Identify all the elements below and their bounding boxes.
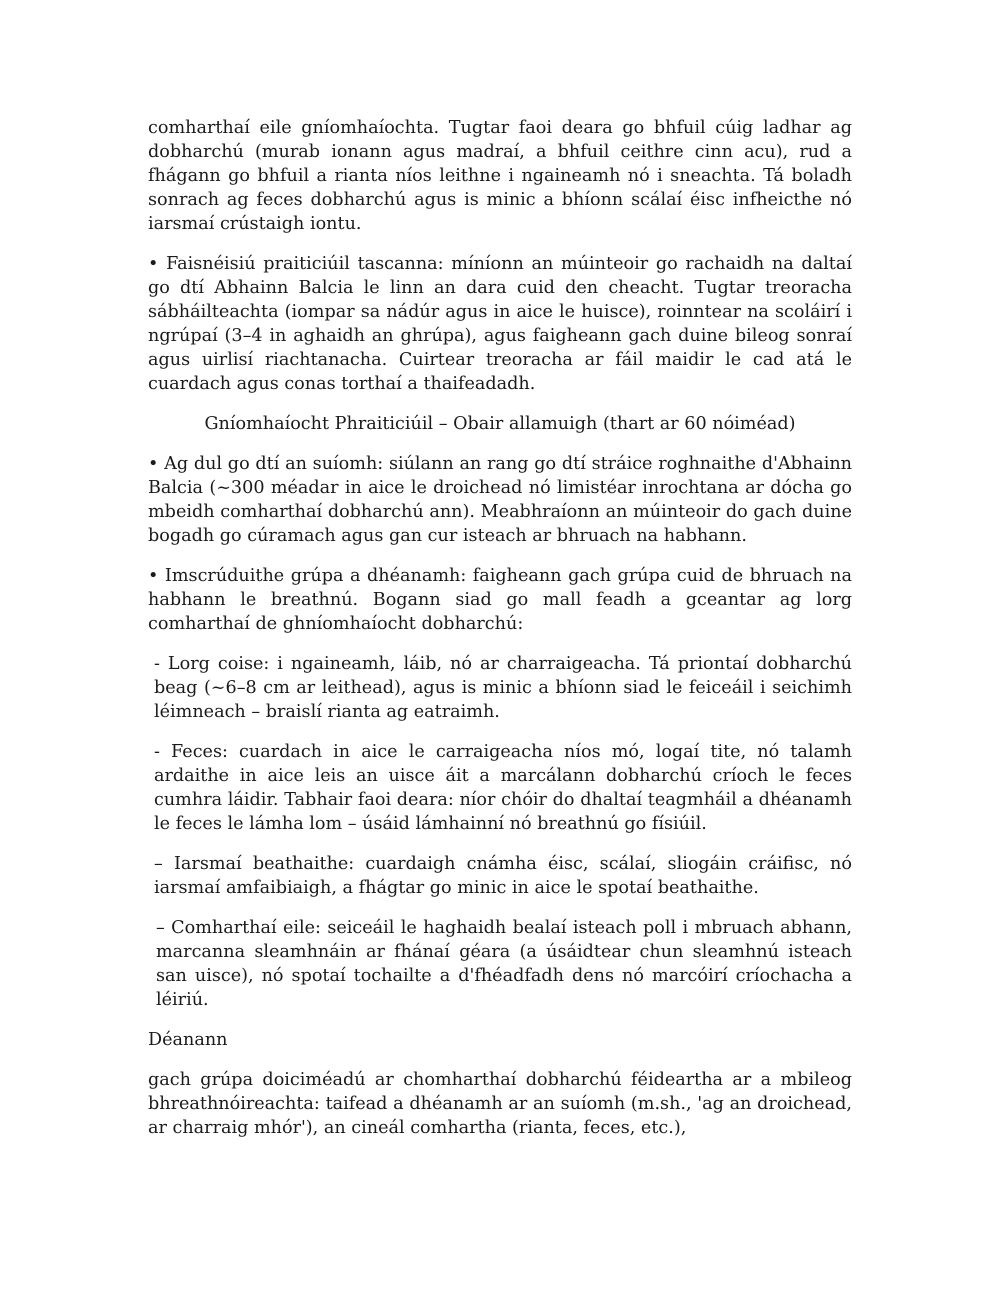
paragraph-activity-signs: comharthaí eile gníomhaíochta. Tugtar faoi deara go bhfuil cúig ladhar ag dobharchú (murab ionann agus madraí, a bhfuil ceithre cinn acu), rud a fhágann go bhfuil a rianta níos leithne i ngaineamh nó i sneachta. Tá boladh sonrach ag feces dobharchú agus is minic a bhíonn scálaí éisc infheicthe nó iarsmaí crústaigh iontu.: [148, 118, 852, 234]
paragraph-group-investigations: • Imscrúduithe grúpa a dhéanamh: faigheann gach grúpa cuid de bhruach na habhann le breathnú. Bogann siad go mall feadh a gceantar ag lorg comharthaí de ghníomhaíocht dobharchú:: [148, 566, 852, 634]
paragraph-deanann: Déanann: [148, 1030, 228, 1050]
document-page: [148, 116, 852, 1156]
list-item-feeding-remains: – Iarsmaí beathaithe: cuardaigh cnámha éisc, scálaí, sliogáin cráifisc, nó iarsmaí amfaibiaigh, a fhágtar go minic in aice le spotaí beathaithe.: [154, 854, 852, 898]
paragraph-task-briefing: • Faisnéisiú praiticiúil tascanna: míníonn an múinteoir go rachaidh na daltaí go dtí Abhainn Balcia le linn an dara cuid den cheacht. Tugtar treoracha sábháilteachta (iompar sa nádúr agus in aice le huisce), roinntear na scoláirí i ngrúpaí (3–4 in aghaidh an ghrúpa), agus faigheann gach duine bileog sonraí agus uirlisí riachtanacha. Cuirtear treoracha ar fáil maidir le cad atá le cuardach agus conas torthaí a thaifeadadh.: [148, 254, 852, 394]
list-item-other-signs: – Comharthaí eile: seiceáil le haghaidh bealaí isteach poll i mbruach abhann, marcanna sleamhnáin ar fhánaí géara (a úsáidtear chun sleamhnú isteach san uisce), nó spotaí tochailte a d'fhéadfadh dens nó marcóirí críochacha a léiriú.: [156, 918, 852, 1010]
list-item-footprints: - Lorg coise: i ngaineamh, láib, nó ar charraigeacha. Tá priontaí dobharchú beag (~6–8 cm ar leithead), agus is minic a bhíonn siad le feiceáil i seichimh léimneach – braislí rianta ag eatraimh.: [154, 654, 852, 722]
paragraph-documentation: gach grúpa doiciméadú ar chomharthaí dobharchú féideartha ar a mbileog bhreathnóireachta: taifead a dhéanamh ar an suíomh (m.sh., 'ag an droichead, ar charraig mhór'), an cineál comhartha (rianta, feces, etc.),: [148, 1070, 852, 1138]
list-item-feces: - Feces: cuardach in aice le carraigeacha níos mó, logaí tite, nó talamh ardaithe in aice leis an uisce áit a marcálann dobharchú críoch le feces cumhra láidir. Tabhair faoi deara: níor chóir do dhaltaí teagmháil a dhéanamh le feces le lámha lom – úsáid lámhainní nó breathnú go físiúil.: [154, 742, 852, 834]
paragraph-going-to-site: • Ag dul go dtí an suíomh: siúlann an rang go dtí stráice roghnaithe d'Abhainn Balcia (~300 méadar in aice le droichead nó limistéar inrochtana ar dócha go mbeidh comharthaí dobharchú ann). Meabhraíonn an múinteoir do gach duine bogadh go cúramach agus gan cur isteach ar bhruach na habhann.: [148, 454, 852, 546]
section-heading-fieldwork: Gníomhaíocht Phraiticiúil – Obair allamuigh (thart ar 60 nóiméad): [204, 414, 796, 434]
